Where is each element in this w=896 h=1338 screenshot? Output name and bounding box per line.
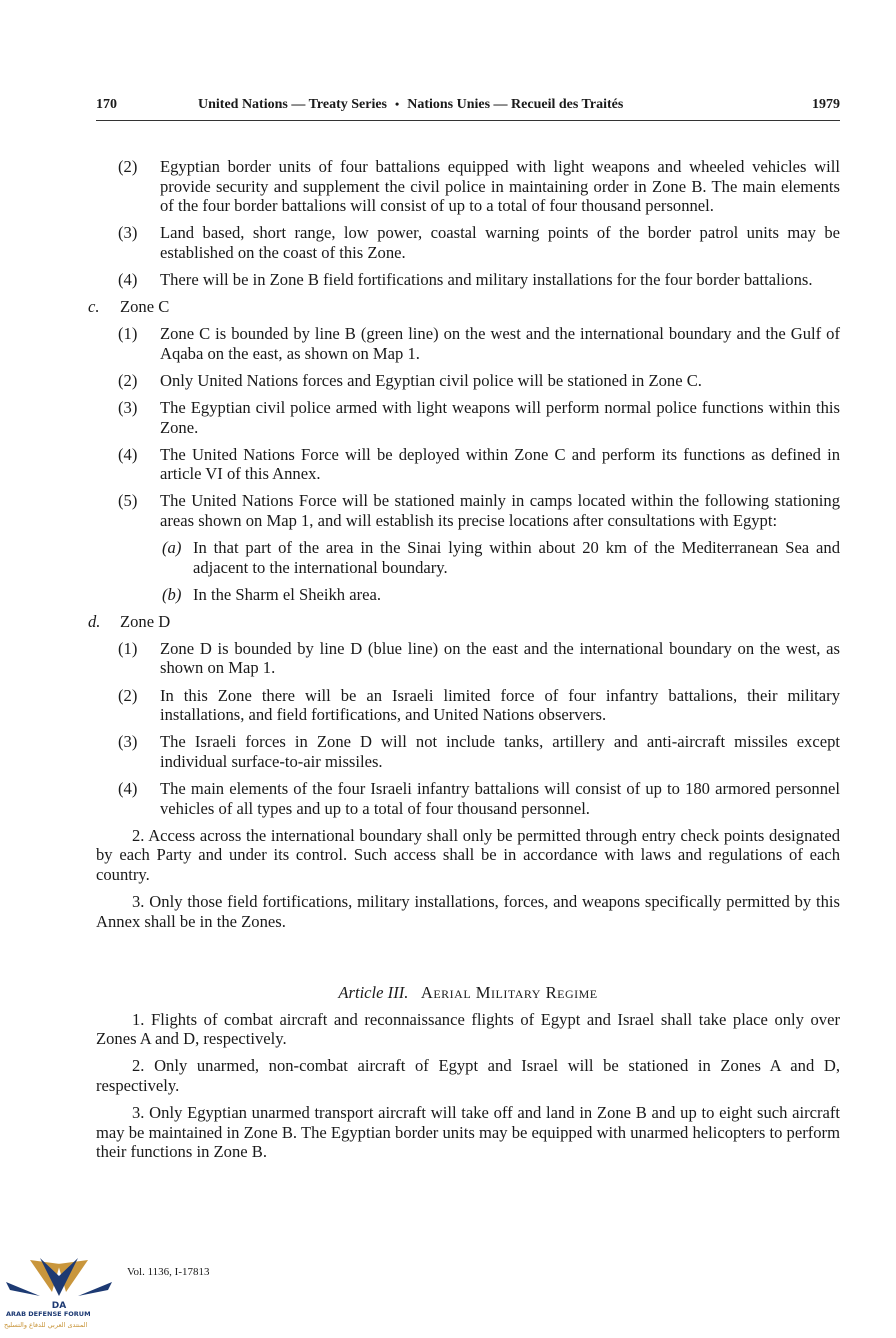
zone-d-heading [88,611,840,632]
header-title [198,97,623,113]
item-text: In this Zone there will be an Israeli limited force of four infantry battalions, their military installations, and field fortifications, and United Nations observers. [160,685,840,725]
sub-list-item [96,585,840,605]
logo-text: DA [51,1301,67,1311]
list-item [96,223,840,262]
list-item [96,639,840,678]
forum-caption-english: ARAB DEFENSE FORUM [6,1310,91,1318]
paragraph-text: Access across the international boundary shall only be permitted through entry check points designated by each Party and under its control. Such access shall be in accordance with laws and regulations of each country. [96,825,840,884]
item-number: (3) [118,732,138,752]
list-item [96,324,840,363]
item-text: The Israeli forces in Zone D will not include tanks, artillery and anti-aircraft missiles except individual surface-to-air missiles. [160,732,840,771]
item-text: Only United Nations forces and Egyptian civil police will be stationed in Zone C. [160,370,702,390]
paragraph-number: 3. [132,891,145,911]
list-item [96,445,840,484]
paragraph [96,826,840,885]
item-number: (2) [118,157,138,176]
item-number: (2) [118,370,138,390]
list-item [96,732,840,771]
paragraph-text: Flights of combat aircraft and reconnaissance flights of Egypt and Israel shall take place only over Zones A and D, respectively. [96,1009,840,1049]
paragraph-number: 2. [132,1056,145,1076]
forum-watermark-logo [0,1252,118,1338]
sub-item-letter: (b) [162,584,182,604]
item-text: The main elements of the four Israeli infantry battalions will consist of up to 180 armored personnel vehicles of all types and up to a total of four thousand personnel. [160,778,840,818]
item-number: (3) [118,397,138,417]
sub-item-text: In the Sharm el Sheikh area. [193,584,382,604]
forum-caption-arabic: المنتدى العربي للدفاع والتسليح [4,1321,88,1329]
list-item [96,686,840,725]
section-title: Zone D [120,611,171,631]
item-text: Land based, short range, low power, coastal warning points of the border patrol units may be established on the coast of this Zone. [160,223,840,262]
item-text: There will be in Zone B field fortifications and military installations for the four border battalions. [160,269,813,289]
paragraph [96,1010,840,1049]
header-year: 1979 [812,97,840,112]
article-heading [96,983,840,1003]
sub-item-text: In that part of the area in the Sinai lying within about 20 km of the Mediterranean Sea and adjacent to the international boundary. [193,538,840,577]
paragraph-text: Only unarmed, non-combat aircraft of Egypt and Israel will be stationed in Zones A and D, respectively. [96,1056,840,1095]
list-item [96,779,840,818]
paragraph [96,1056,840,1095]
item-number: (1) [118,638,138,658]
item-number: (1) [118,324,138,344]
item-text: Egyptian border units of four battalions equipped with light weapons and wheeled vehicles will provide security and supplement the civil police in maintaining order in Zone B. The main elements of the four border battalions will consist of up to a total of four thousand personnel. [160,157,840,216]
paragraph-number: 1. [132,1009,145,1029]
list-item [96,491,840,530]
paragraph [96,892,840,931]
paragraph-text: Only those field fortifications, military installations, forces, and weapons specifically permitted by this Annex shall be in the Zones. [96,891,841,931]
item-text: Zone D is bounded by line D (blue line) on the east and the international boundary on the west, as shown on Map 1. [160,638,840,678]
paragraph-text: Only Egyptian unarmed transport aircraft will take off and land in Zone B and up to eight such aircraft may be maintained in Zone B. The Egyptian border units may be equipped with unarmed helicopters to perform their functions in Zone B. [96,1103,841,1162]
header-title-english: United Nations — Treaty Series [198,97,387,112]
article-title: Aerial Military Regime [420,983,598,1003]
item-number: (4) [118,269,138,289]
sub-item-letter: (a) [162,538,182,557]
item-number: (5) [118,491,138,511]
volume-reference: Vol. 1136, I-17813 [127,1266,210,1278]
item-text: The Egyptian civil police armed with light weapons will perform normal police functions within this Zone. [160,397,840,437]
header-title-french: Nations Unies — Recueil des Traités [407,97,624,112]
header-separator: • [395,97,400,111]
section-letter: d. [88,611,101,631]
header-rule [96,120,840,121]
item-number: (4) [118,778,138,798]
item-number: (4) [118,444,138,464]
eagle-logo-icon [0,1252,118,1312]
section-letter: c. [88,297,100,317]
item-number: (2) [118,685,138,705]
paragraph-number: 3. [132,1103,145,1123]
list-item [96,398,840,437]
item-number: (3) [118,223,138,243]
list-item [96,371,840,391]
document-body [88,157,841,1169]
list-item [96,270,840,290]
running-header [96,97,840,117]
paragraph [96,1103,840,1162]
section-title: Zone C [120,297,170,317]
paragraph-number: 2. [132,825,145,845]
item-text: The United Nations Force will be stationed mainly in camps located within the following stationing areas shown on Map 1, and will establish its precise locations after consultations with Egypt: [160,491,840,530]
sub-list-item [96,538,840,577]
page-number: 170 [96,97,117,112]
item-text: Zone C is bounded by line B (green line) on the west and the international boundary and the Gulf of Aqaba on the east, as shown on Map 1. [160,324,840,363]
article-label: Article III. [338,983,409,1003]
zone-c-heading [88,297,840,317]
item-text: The United Nations Force will be deployed within Zone C and perform its functions as defined in article VI of this Annex. [160,444,840,484]
list-item [96,157,840,216]
